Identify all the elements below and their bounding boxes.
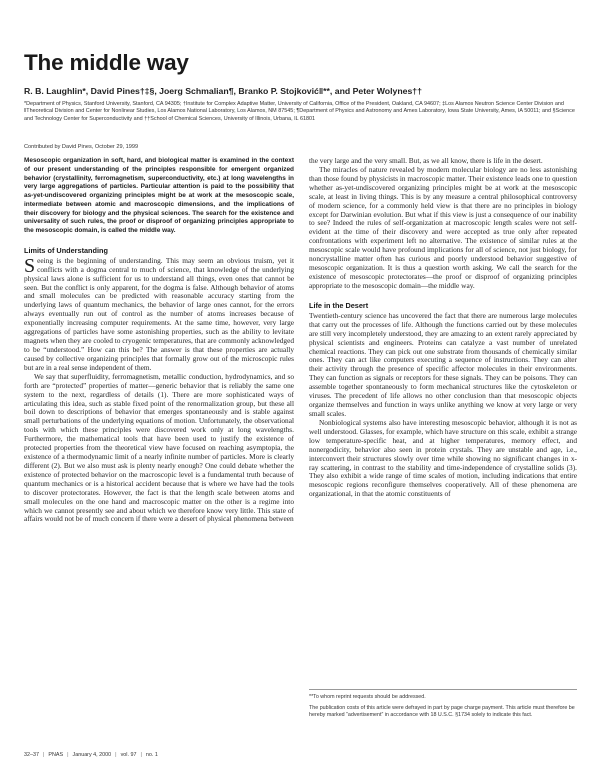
body-paragraph: We say that superfluidity, ferromagnetism, metallic conduction, hydrodynamics, and so forth are “protected” properties of matter—generic behavior that is reliably the same one system to the next, regardless of details (1). There are more sophisticated ways of articulating this idea, such as stable fixed point of the renormalization group, but these all boil down to descriptions of behavior that emerges spontaneously and is stable against small perturbations of the underlying equations of motion. Unfortunately, the observational tools with which these principles were discovered work only at long wavelengths. Furthermore, the mathematical tools that have been used to justify the existence of protected properties from the theoretical view have focused on reaching asymptopia, the existence of a thermodynamic limit of a nearly infinite number of particles. More is clearly different (2). But we also must ask is plenty nearly enough? One could debate whether the existence of protected behavior on the macroscopic level is a fundamental truth because of quantum mechanics or is a historical accident because that is where we have had the tools to discover protectorates. However, the fact is that the length scale between atoms and small molecules on the one hand and macroscopic matter on the other is a regime into which we cannot presently see and about which we therefore know very little. This state of affairs would not be of much concern if there were a desert of physical phenomena between (24, 371, 294, 524)
article-title: The middle way (24, 50, 189, 75)
paragraph-text: eeing is the beginning of understanding. This may seem an obvious truism, yet it conflicts with a dogma central to much of science, that knowledge of the underlying physical laws alone is sufficient for us to understand all things, even ones that cannot be seen. But the conflict is only apparent, for the dogma is false. Although behavior of atoms and small molecules can be predicted with reasonable accuracy starting from the underlying laws of quantum mechanics, the behavior of large ones cannot, for the errors always eventually run out of control as the number of atoms increases because of exponentially increasing computer requirements. At the same time, however, very large aggregations of particles have some astonishing properties, such as the ability to levitate magnets when they are cooled to cryogenic temperatures, that are commonly acknowledged to be “understood.” How can this be? The answer is that these properties are actually caused by collective organizing principles that formally grow out of the microscopic rules but are in a real sense independent of them. (24, 255, 294, 372)
section-heading-life: Life in the Desert (309, 300, 369, 310)
issue-date: January 4, 2000 (72, 752, 112, 758)
issue-number: no. 1 (145, 752, 158, 758)
footnotes (309, 689, 577, 723)
body-paragraph: the very large and the very small. But, as we all know, there is life in the desert. (309, 156, 543, 165)
drop-cap: S (24, 254, 36, 277)
body-paragraph: Nonbiological systems also have interesting mesoscopic behavior, although it is not as well understood. Glasses, for example, which have structure on this scale, exhibit a strange low temperature-specific heat, and at higher temperatures, memory effect, and nonergodicity, behavior also seen in protein crystals. They are unstable and age, i.e., interconvert their structures slowly over time while showing no significant changes in x-ray scattering, in contrast to the stability and time-independence of crystalline solids (3). They also exhibit a wide range of time scales of motion, including indications that entire mesoscopic regions reconfigure themselves cooperatively. All of these phenomena are organizational, in that the atomic constituents of (309, 417, 577, 499)
volume: vol. 97 (120, 752, 137, 758)
body-paragraph: Twentieth-century science has uncovered the fact that there are numerous large molecules that carry out the processes of life. Although the functions carried out by these molecules are still very incompletely understood, they are amazing to an extent rarely appreciated by physical scientists and engineers. Proteins can catalyze a vast number of unrelated chemical reactions. They can pick out one substrate from thousands of chemically similar ones. They can act like computers executing a sequence of instructions. They can alter their activity through the presence of specific affector molecules in their environments. They can function as signals or receptors for these signals. They can be poisons. They can assemble together spontaneously to form mechanical structures like the cytoskeleton or viruses. The precedent of life allows no other conclusion than that mesoscopic objects organize themselves and function in ways unlike anything we know at very large or very small scales. (309, 310, 577, 418)
right-column (309, 157, 577, 499)
author-list: R. B. Laughlin*, David Pines†‡§, Joerg Schmalian¶, Branko P. Stojković‖**, and Peter Wolynes†† (24, 86, 422, 96)
body-paragraph: The miracles of nature revealed by modern molecular biology are no less astonishing than those found by physicists in macroscopic matter. Their existence leads one to question whether as-yet-undiscovered organizing principles might be at work at the mesoscopic scale, at least in living things. This is by any measure a central philosophical controversy of modern science, for a commonly held view is that there are no principles in biology except for Darwinian evolution. But what if this view is just a consequence of our inability to see? Indeed the rules of self-organization at macroscopic length scales were not self-evident at the time of their discovery and were accepted as true only after repeated confrontations with experiment left no alternative. The existence of similar rules at the mesoscopic scale would have profound implications for all of science, not just biology, for noncrystalline matter often has curious and poorly understood behavior suggestive of mesoscopic organization. It is thus a question worth asking. We call the search for the existence of mesoscopic protectorates—the proof or disproof of organizing principles appropriate to the mesoscopic domain—the middle way. (309, 164, 577, 290)
left-column (24, 157, 294, 524)
author-affiliations: *Department of Physics, Stanford University, Stanford, CA 94305; †Institute for Complex Adaptive Matter, University of California, Office of the President, Oakland, CA 94607; ‡Los Alamos Neutron Science Center Division and ‖Theoretical Division and Center for Nonlinear Studies, Los Alamos National Laboratory, Los Alamos, NM 87545; ¶Department of Physics and Astronomy and Ames Laboratory, Iowa State University, Ames, IA 50011; and §Science and Technology Center for Superconductivity and ††School of Chemical Sciences, University of Illinois, Urbana, IL 61801 (24, 101, 575, 122)
page-range: 32–37 (24, 752, 39, 758)
page-footer: 32–37 | PNAS | January 4, 2000 | vol. 97 | no. 1 (24, 752, 158, 758)
journal-name: PNAS (48, 752, 64, 758)
footnote: The publication costs of this article were defrayed in part by page charge payment. This article must therefore be hereby marked “advertisement” in accordance with 18 U.S.C. §1734 solely to indicate this fact. (309, 704, 575, 718)
body-paragraph (24, 254, 294, 373)
contributed-line: Contributed by David Pines, October 29, 1999 (24, 144, 139, 150)
footnote: **To whom reprint requests should be addressed. (309, 694, 426, 700)
abstract: Mesoscopic organization in soft, hard, and biological matter is examined in the context of our present understanding of the principles responsible for emergent organized behavior (crystallinity, ferromagnetism, superconductivity, etc.) at long wavelengths in very large aggregations of particles. Particular attention is paid to the possibility that as-yet-undiscovered organizing principles might be at work at the mesoscopic scale, intermediate between atomic and macroscopic dimensions, and the implications of their discovery for biology and the physical sciences. The search for the existence and universality of such rules, the proof or disproof of organizing principles appropriate to the mesoscopic domain, is called the middle way. (24, 157, 294, 234)
section-heading-limits: Limits of Understanding (24, 245, 108, 255)
